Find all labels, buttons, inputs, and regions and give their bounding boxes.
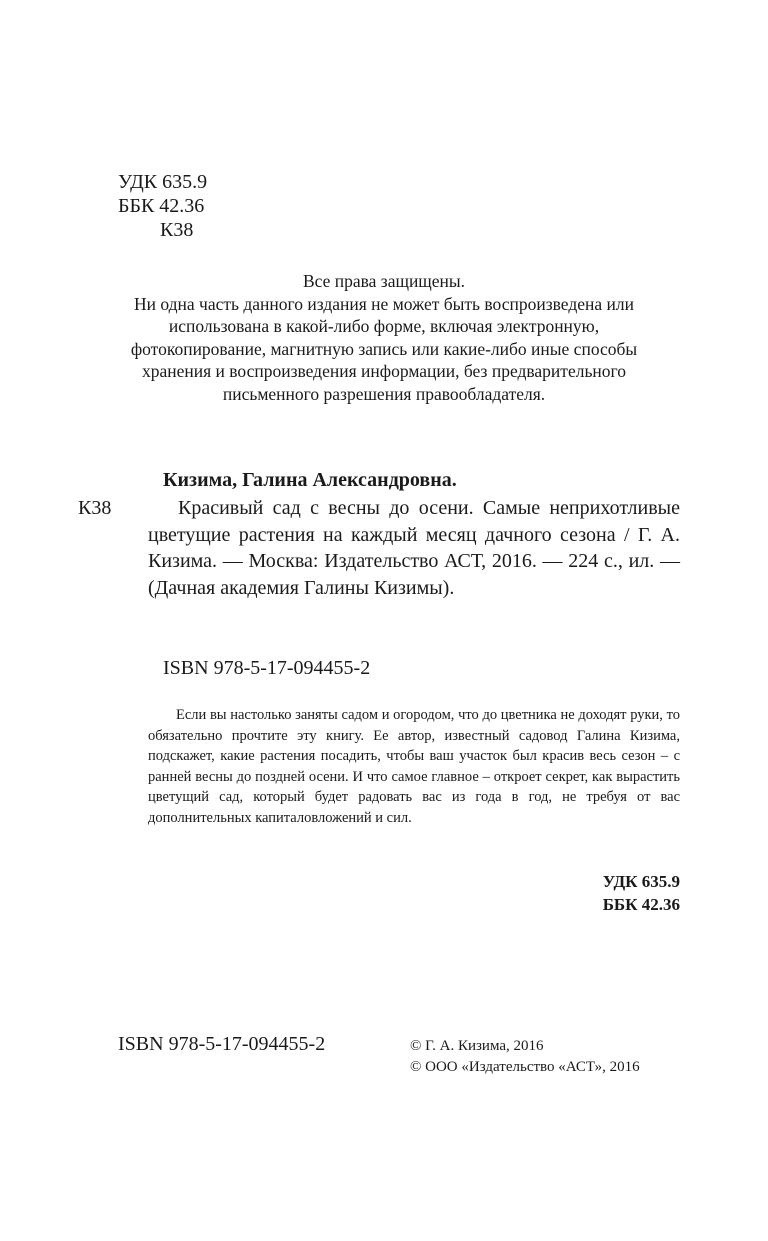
classification-codes-top	[118, 170, 207, 242]
classification-codes-bottom	[603, 870, 680, 916]
udk-code: УДК 635.9	[118, 171, 208, 193]
annotation	[148, 705, 680, 828]
bib-description	[148, 495, 680, 601]
rights-text: Ни одна часть данного издания не может быть воспроизведена или использована в какой-либо форме, включая электронную, фотокопирование, магнитную запись или какие-либо иные способы хранения и воспроизведения информации, без предварительного письменного разрешения правообладателя.	[130, 293, 638, 404]
bib-description-text: Красивый сад с весны до осени. Самые неприхотливые цветущие растения на каждый месяц дачного сезона / Г. А. Кизима. — Москва: Издательство АСТ, 2016. — 224 с., ил. — (Дачная академия Галины Кизимы).	[148, 497, 680, 599]
isbn-footer: ISBN 978-5-17-094455-2	[118, 1033, 326, 1055]
copyright-author: © Г. А. Кизима, 2016	[410, 1038, 544, 1054]
udk-code-bold: УДК 635.9	[602, 872, 680, 891]
annotation-text: Если вы настолько заняты садом и огородом, что до цветника не доходят руки, то обязательно прочтите эту книгу. Ее автор, известный садовод Галина Кизима, подскажет, какие растения посадить, чтобы ваш участок был красив весь сезон – с ранней весны до поздней осени. И что самое главное – откроет секрет, как вырастить цветущий сад, который будет радовать вас из года в год, не требуя от вас дополнительных капиталовложений и сил.	[148, 707, 680, 826]
bib-author-sign: К38	[78, 497, 112, 519]
copyright-publisher: © ООО «Издательство «АСТ», 2016	[410, 1059, 640, 1075]
copyright-block	[410, 1036, 640, 1078]
bbk-code: ББК 42.36	[118, 195, 205, 217]
author-sign: К38	[160, 219, 194, 241]
rights-title: Все права защищены.	[302, 271, 466, 291]
bbk-code-bold: ББК 42.36	[602, 895, 680, 914]
bib-author: Кизима, Галина Александровна.	[163, 469, 457, 491]
rights-notice	[110, 270, 658, 405]
isbn-record: ISBN 978-5-17-094455-2	[163, 657, 371, 679]
